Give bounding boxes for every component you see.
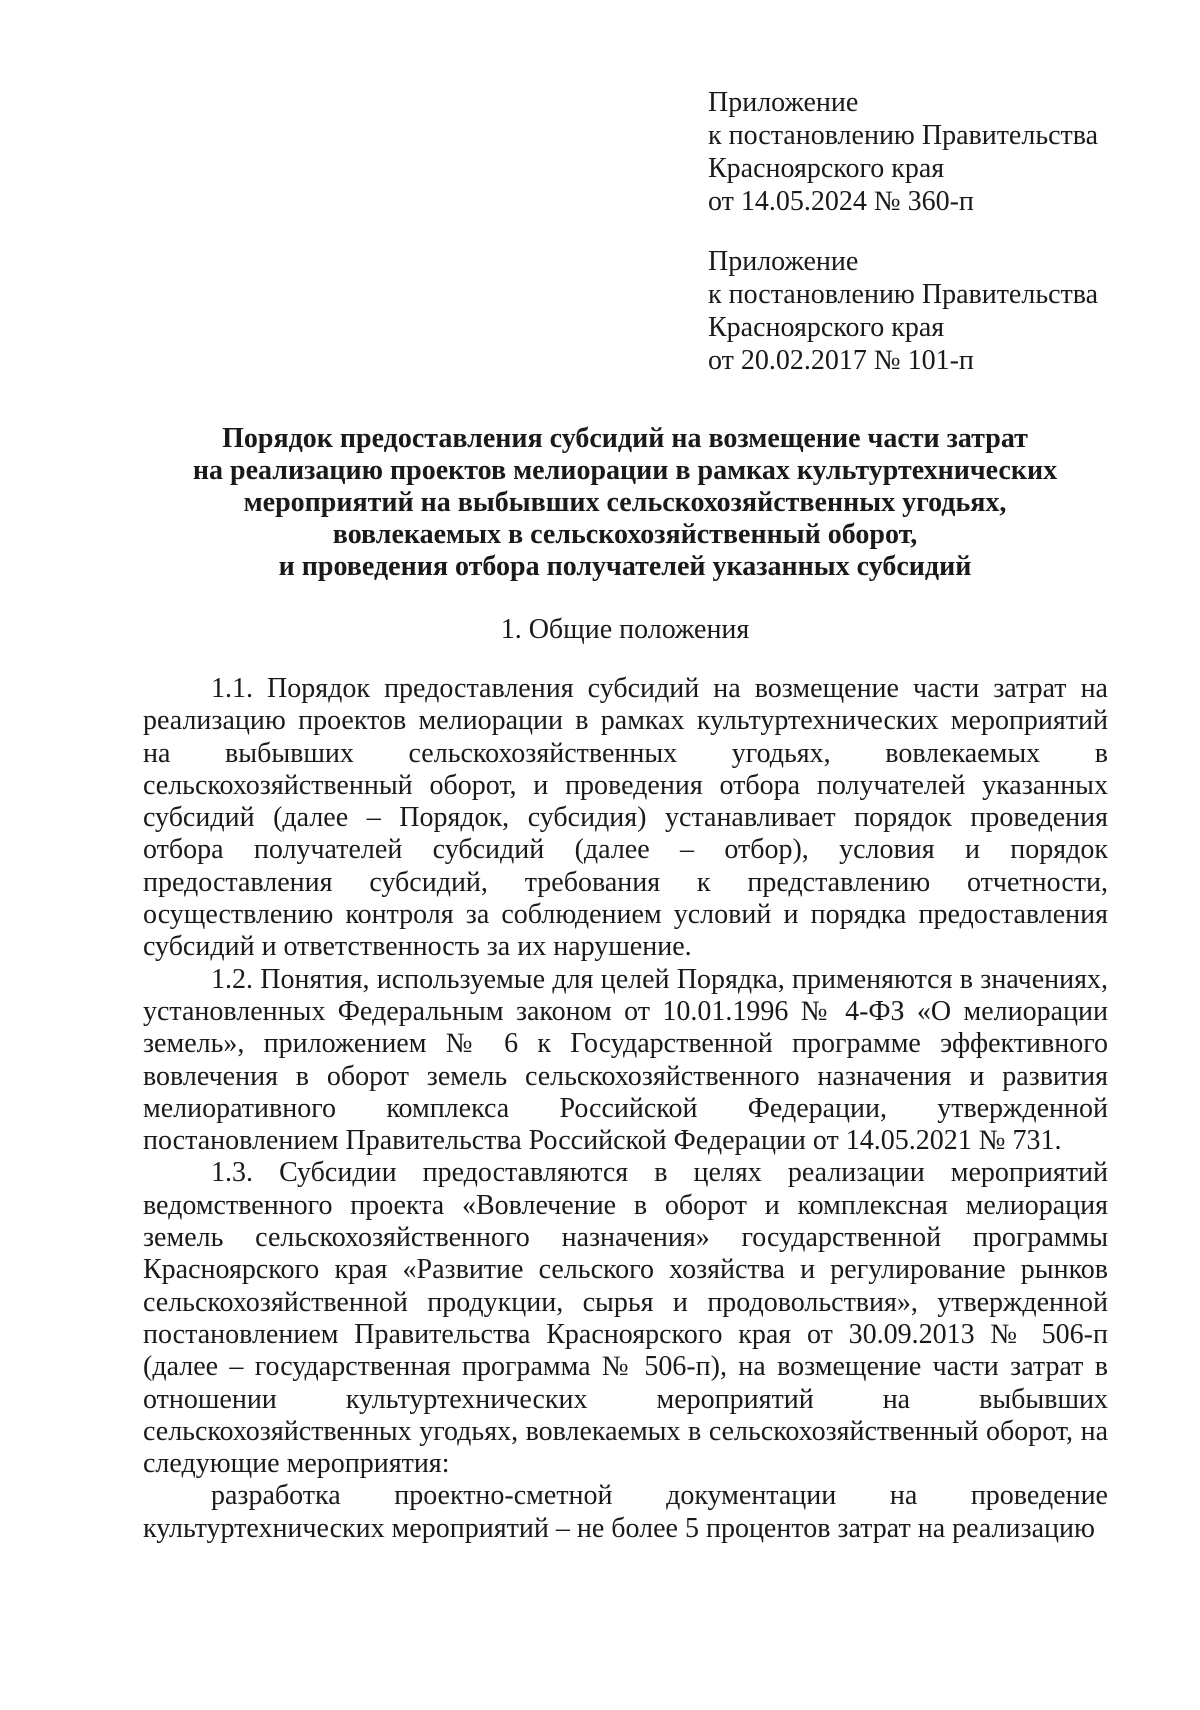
appendix-resolution: к постановлению Правительства: [708, 279, 1099, 310]
section-body: [143, 673, 1108, 1545]
appendix-resolution: к постановлению Правительства: [708, 120, 1099, 151]
section-heading: 1. Общие положения: [500, 614, 750, 645]
title-line: и проведения отбора получателей указанных субсидий: [278, 551, 972, 582]
paragraph-1-3: 1.3. Субсидии предоставляются в целях реализации мероприятий ведомственного проекта «Вовлечение в оборот и комплексная мелиорация земель сельскохозяйственного назначения» государственной программы Красноярского края «Развитие сельского хозяйства и регулирование рынков сельскохозяйственной продукции, сырья и продовольствия», утвержденной постановлением Правительства Красноярского края от 30.09.2013 № 506-п (далее – государственная программа № 506-п), на возмещение части затрат в отношении культуртехнических мероприятий на выбывших сельскохозяйственных угодьях, вовлекаемых в сельскохозяйственный оборот, на следующие мероприятия:: [143, 1157, 1108, 1480]
appendix-date-number: от 14.05.2024 № 360-п: [708, 186, 974, 217]
paragraph-1-1: 1.1. Порядок предоставления субсидий на возмещение части затрат на реализацию проектов мелиорации в рамках культуртехнических мероприятий на выбывших сельскохозяйственных угодьях, вовлекаемых в сельскохозяйственный оборот, и проведения отбора получателей указанных субсидий (далее – Порядок, субсидия) устанавливает порядок проведения отбора получателей субсидий (далее – отбор), условия и порядок предоставления субсидий, требования к представлению отчетности, осуществлению контроля за соблюдением условий и порядка предоставления субсидий и ответственность за их нарушение.: [143, 673, 1108, 963]
appendix-region: Красноярского края: [708, 153, 945, 184]
title-line: вовлекаемых в сельскохозяйственный оборот,: [332, 519, 918, 550]
document-title: [140, 423, 1110, 583]
title-line: мероприятий на выбывших сельскохозяйственных угодьях,: [243, 487, 1007, 518]
title-line: Порядок предоставления субсидий на возмещение части затрат: [222, 423, 1028, 454]
appendix-label: Приложение: [708, 246, 859, 277]
appendix-region: Красноярского края: [708, 312, 945, 343]
appendix-label: Приложение: [708, 87, 859, 118]
paragraph-1-2: 1.2. Понятия, используемые для целей Порядка, применяются в значениях, установленных Федеральным законом от 10.01.1996 № 4-ФЗ «О мелиорации земель», приложением № 6 к Государственной программе эффективного вовлечения в оборот земель сельскохозяйственного назначения и развития мелиоративного комплекса Российской Федерации, утвержденной постановлением Правительства Российской Федерации от 14.05.2021 № 731.: [143, 963, 1108, 1157]
appendix-block-original: [708, 245, 1098, 377]
appendix-block-current: [708, 86, 1098, 218]
paragraph-design-docs: разработка проектно-сметной документации на проведение культуртехнических мероприятий – не более 5 процентов затрат на реализацию: [143, 1480, 1108, 1544]
title-line: на реализацию проектов мелиорации в рамках культуртехнических: [192, 455, 1058, 486]
appendix-date-number: от 20.02.2017 № 101-п: [708, 345, 974, 376]
